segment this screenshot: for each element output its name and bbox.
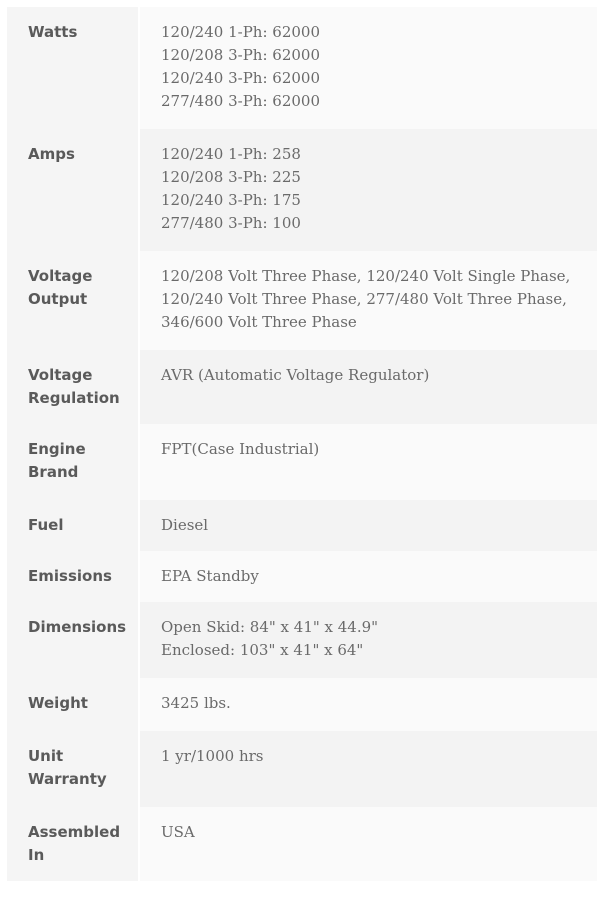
spec-row-amps [7,129,597,251]
label-line: Brand [28,463,79,481]
value-line: Enclosed: 103" x 41" x 64" [161,641,364,659]
label-line: Emissions [28,567,112,585]
label-line: Engine [28,440,86,458]
value-line: 346/600 Volt Three Phase [161,313,357,331]
label-line: Voltage [28,267,93,285]
value-line: 120/240 1-Ph: 258 [161,145,301,163]
spec-label [7,551,138,602]
spec-row-unit-warranty [7,731,597,807]
label-line: Warranty [28,770,107,788]
value-line: 1 yr/1000 hrs [161,747,264,765]
label-line: Fuel [28,516,64,534]
spec-row-assembled-in [7,807,597,881]
value-line: 120/240 3-Ph: 62000 [161,69,320,87]
value-line: 120/208 3-Ph: 225 [161,168,301,186]
label-line: Output [28,290,88,308]
spec-row-dimensions [7,602,597,678]
spec-value [140,251,597,350]
value-line: 277/480 3-Ph: 62000 [161,92,320,110]
spec-value [140,551,597,602]
value-line: 120/240 Volt Three Phase, 277/480 Volt Three Phase, [161,290,567,308]
spec-table [7,7,597,881]
label-line: Unit [28,747,64,765]
value-line: Diesel [161,516,209,534]
label-line: Voltage [28,366,93,384]
spec-row-voltage-regulation [7,350,597,424]
spec-row-weight [7,678,597,731]
value-line: USA [161,823,195,841]
value-line: Open Skid: 84" x 41" x 44.9" [161,618,379,636]
spec-value [140,424,597,500]
spec-row-fuel [7,500,597,551]
label-line: Amps [28,145,75,163]
spec-label [7,602,138,678]
value-line: 3425 lbs. [161,694,231,712]
spec-label [7,678,138,731]
label-line: Regulation [28,389,120,407]
spec-label [7,7,138,129]
value-line: 120/240 1-Ph: 62000 [161,23,320,41]
spec-row-engine-brand [7,424,597,500]
label-line: In [28,846,45,864]
spec-value [140,731,597,807]
value-line: EPA Standby [161,567,259,585]
value-line: FPT(Case Industrial) [161,440,320,458]
spec-value [140,602,597,678]
spec-value [140,7,597,129]
spec-value [140,350,597,424]
spec-row-voltage-output [7,251,597,350]
label-line: Dimensions [28,618,127,636]
spec-value [140,678,597,731]
spec-label [7,350,138,424]
value-line: 120/240 3-Ph: 175 [161,191,301,209]
spec-value [140,807,597,881]
spec-label [7,731,138,807]
value-line: AVR (Automatic Voltage Regulator) [161,366,430,384]
spec-value [140,129,597,251]
label-line: Assembled [28,823,121,841]
spec-label [7,500,138,551]
spec-value [140,500,597,551]
spec-label [7,424,138,500]
spec-row-emissions [7,551,597,602]
spec-label [7,807,138,881]
label-line: Watts [28,23,78,41]
value-line: 277/480 3-Ph: 100 [161,214,301,232]
value-line: 120/208 3-Ph: 62000 [161,46,320,64]
value-line: 120/208 Volt Three Phase, 120/240 Volt Single Phase, [161,267,571,285]
label-line: Weight [28,694,88,712]
spec-label [7,129,138,251]
spec-row-watts [7,7,597,129]
spec-label [7,251,138,350]
